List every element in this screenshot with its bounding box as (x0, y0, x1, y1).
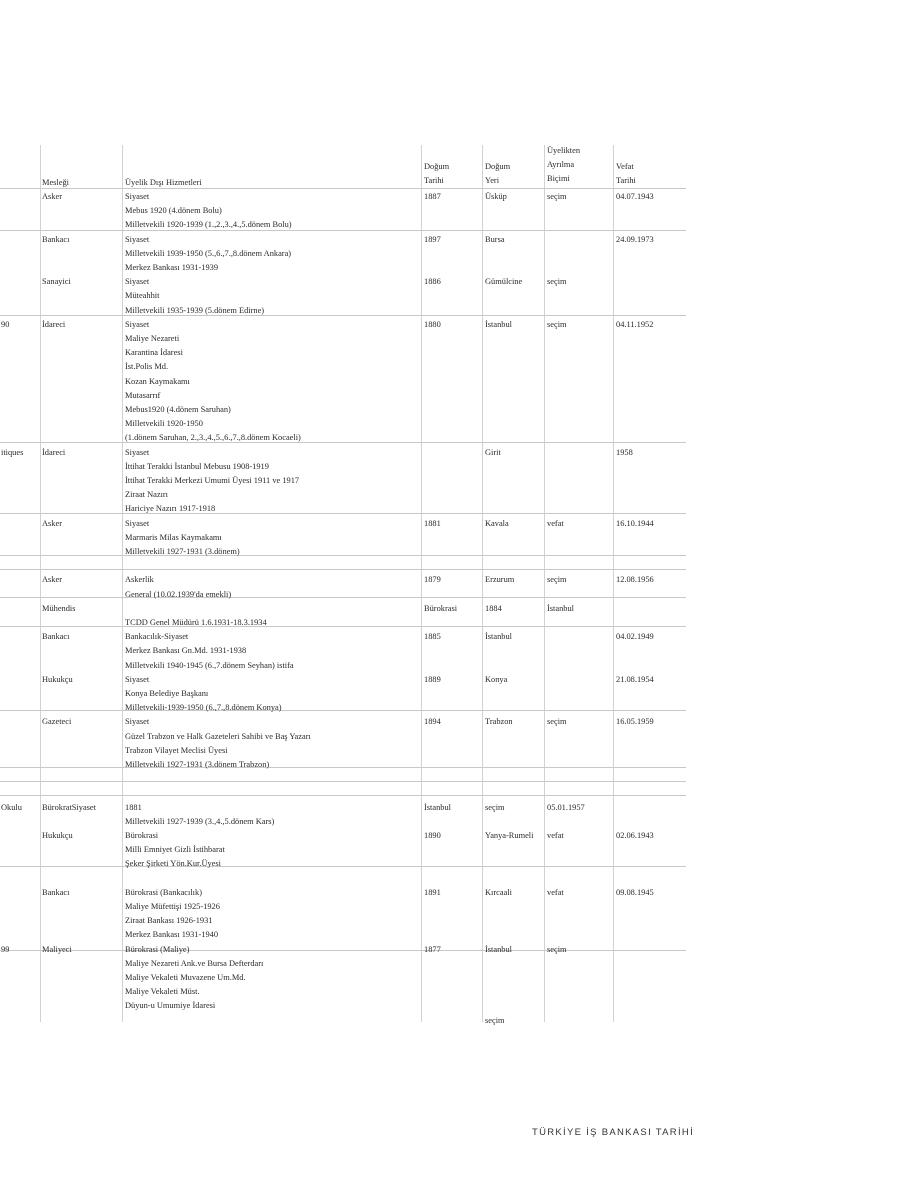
cell-line: vefat (547, 887, 564, 897)
cell-line: 02.06.1943 (616, 831, 654, 840)
header-hizmetler: Üyelik Dışı Hizmetleri (125, 178, 202, 187)
cell-line: Bankacı (42, 887, 70, 897)
cell-meslek (42, 630, 69, 644)
cell-line: İttihat Terakki İstanbul Mebusu 1908-1919 (125, 461, 269, 471)
cell-ayril (547, 190, 567, 204)
cell-line: vefat (547, 831, 564, 840)
cell-ayril (547, 517, 564, 531)
cell-dyeri (485, 943, 512, 1028)
cell-line: Mebus1920 (4.dönem Saruhan) (125, 405, 231, 415)
cell-dtarih (424, 517, 441, 531)
cell-vefat (616, 233, 654, 247)
cell-line: Hariciye Nazırı 1917-1918 (125, 504, 216, 514)
cell-hizmet (125, 602, 267, 630)
cell-line: 04.02.1949 (616, 632, 654, 642)
cell-dtarih (424, 801, 451, 815)
cell-line: TCDD Genel Müdürü 1.6.1931-18.3.1934 (125, 618, 267, 627)
cell-ayril (547, 318, 567, 332)
cell-line: Maliye Nezareti Ank.ve Bursa Defterdarı (125, 958, 264, 968)
cell-line: (1.dönem Saruhan, 2.,3.,4.,5.,6.,7.,8.dönem Kocaeli) (125, 433, 301, 443)
cell-edge (1, 801, 22, 815)
cell-line: vefat (547, 518, 564, 528)
cell-ayril (547, 886, 564, 900)
cell-line: Kırcaali (485, 887, 512, 897)
cell-line: seçim (547, 944, 567, 954)
cell-line: Üsküp (485, 192, 507, 201)
cell-vefat (616, 446, 633, 460)
cell-hizmet (125, 517, 240, 560)
row-divider (0, 569, 686, 570)
cell-line: Milletvekili 1920-1939 (1.,2.,3.,4.,5.dönem Bolu) (125, 220, 292, 230)
cell-line: Gümülcine (485, 277, 523, 287)
cell-line: 1881 (125, 802, 142, 812)
column-divider (122, 145, 123, 1022)
cell-line: Milletvekili 1935-1939 (5.dönem Edirne) (125, 305, 265, 315)
cell-dyeri (485, 829, 533, 843)
cell-line: 1884 (485, 603, 502, 613)
cell-edge (1, 943, 9, 957)
cell-line: 1887 (424, 192, 441, 201)
cell-line: Milletvekili-1939-1950 (6.,7.,8.dönem Konya) (125, 703, 282, 713)
cell-line: Erzurum (485, 575, 515, 585)
cell-line: 1885 (424, 632, 441, 642)
cell-line: Girit (485, 447, 501, 457)
cell-meslek (42, 573, 62, 587)
cell-line: Asker (42, 192, 63, 201)
cell-line: Milletvekili 1939-1950 (5.,6.,7.,8.dönem Ankara) (125, 248, 292, 258)
cell-line: 1890 (424, 831, 441, 840)
cell-line: Maliye Vekaleti Müst. (125, 987, 200, 997)
row-divider (0, 795, 686, 796)
cell-dtarih (424, 829, 441, 843)
cell-line: Maliyeci (42, 944, 72, 954)
cell-vefat (616, 886, 654, 900)
cell-line: seçim (485, 802, 505, 812)
cell-line: 12.08.1956 (616, 575, 654, 585)
cell-line: Bursa (485, 234, 505, 244)
cell-hizmet (125, 673, 282, 716)
cell-line: 16.10.1944 (616, 518, 654, 528)
cell-vefat (616, 630, 654, 644)
cell-line: Siyaset (125, 319, 150, 329)
cell-line: Siyaset (125, 518, 150, 528)
cell-line: İstanbul (485, 944, 512, 954)
cell-line: Gazeteci (42, 717, 72, 727)
column-divider (40, 145, 41, 1022)
cell-meslek (42, 190, 62, 204)
cell-line: Konya (485, 674, 508, 684)
cell-hizmet (125, 715, 311, 772)
cell-line: Bürokrasi (Maliye) (125, 944, 190, 954)
cell-vefat (616, 573, 654, 587)
cell-ayril (547, 801, 585, 815)
cell-line: Bankacı (42, 632, 70, 642)
cell-line: Düyun-u Umumiye İdaresi (125, 1001, 216, 1011)
footer-title: TÜRKİYE İŞ BANKASI TARİHİ (532, 1127, 695, 1138)
cell-dyeri (485, 886, 512, 900)
cell-line: Mebus 1920 (4.dönem Bolu) (125, 206, 222, 216)
cell-vefat (616, 517, 654, 531)
cell-ayril (547, 943, 567, 957)
cell-line (485, 957, 512, 971)
cell-meslek (42, 715, 71, 729)
cell-line: İstanbul (485, 319, 512, 329)
cell-dtarih (424, 715, 441, 729)
cell-line: Siyaset (125, 447, 150, 457)
cell-dtarih (424, 943, 441, 957)
cell-meslek (42, 233, 69, 247)
cell-dyeri (485, 602, 502, 616)
header-meslek: Mesleği (42, 178, 69, 187)
cell-dyeri (485, 801, 505, 815)
column-divider (613, 145, 614, 1022)
cell-ayril (547, 715, 567, 729)
cell-line: 16.05.1959 (616, 717, 654, 727)
cell-line: Bürokrasi (Bankacılık) (125, 887, 202, 897)
cell-line: 1881 (424, 518, 441, 528)
cell-line: 21.08.1954 (616, 674, 654, 684)
row-divider (0, 767, 686, 768)
cell-line: Güzel Trabzon ve Halk Gazeteleri Sahibi ve Baş Yazarı (125, 731, 311, 741)
column-divider (421, 145, 422, 1022)
cell-line: Milletvekili 1927-1931 (3.dönem Trabzon) (125, 760, 270, 769)
cell-hizmet (125, 446, 299, 517)
cell-hizmet (125, 233, 291, 276)
cell-hizmet (125, 943, 263, 1014)
cell-dtarih (424, 275, 441, 289)
cell-line: Şeker Şirketi Yön.Kur.Üyesi (125, 859, 221, 869)
cell-meslek (42, 801, 96, 815)
row-divider (0, 513, 686, 514)
row-divider (0, 866, 686, 867)
cell-line: Milletvekili 1920-1950 (125, 419, 203, 429)
cell-line: İdareci (42, 447, 66, 457)
cell-meslek (42, 673, 73, 687)
cell-dyeri (485, 517, 509, 531)
cell-line: İst.Polis Md. (125, 362, 169, 372)
cell-dyeri (485, 446, 501, 460)
cell-vefat (616, 673, 654, 687)
cell-hizmet (125, 886, 220, 943)
cell-dyeri (485, 573, 514, 587)
cell-line: Kavala (485, 518, 509, 528)
cell-edge (1, 318, 9, 332)
row-divider (0, 710, 686, 711)
cell-line: Ziraat Nazırı (125, 490, 169, 500)
cell-line (485, 999, 512, 1013)
cell-hizmet (125, 829, 225, 872)
row-divider (0, 230, 686, 231)
cell-line: Siyaset (125, 192, 150, 201)
row-divider (0, 950, 686, 951)
cell-line: Müteahhit (125, 291, 160, 301)
header-dogum-yeri: Doğum Yeri (485, 162, 511, 186)
cell-line: Siyaset (125, 234, 150, 244)
row-divider (0, 597, 686, 598)
cell-hizmet (125, 318, 301, 446)
cell-line: 90 (1, 319, 10, 329)
cell-line: itiques (1, 447, 24, 457)
cell-meslek (42, 943, 72, 957)
cell-edge (1, 446, 23, 460)
cell-ayril (547, 602, 574, 616)
cell-line: İdareci (42, 319, 66, 329)
cell-line: Asker (42, 575, 63, 585)
cell-line: seçim (547, 319, 567, 329)
cell-line: 1894 (424, 717, 441, 727)
cell-line: Hukukçu (42, 674, 73, 684)
cell-line (125, 602, 267, 616)
cell-line: Okulu (1, 802, 22, 812)
cell-line: 1897 (424, 234, 441, 244)
cell-line: Kozan Kaymakamı (125, 376, 190, 386)
cell-meslek (42, 886, 69, 900)
cell-line: seçim (547, 192, 567, 201)
cell-dtarih (424, 673, 441, 687)
cell-line: Karantina İdaresi (125, 348, 183, 358)
cell-line: Maliye Vekaleti Muvazene Um.Md. (125, 973, 246, 982)
cell-vefat (616, 829, 654, 843)
cell-line: seçim (485, 1015, 505, 1025)
cell-line (485, 985, 512, 999)
cell-dtarih (424, 630, 441, 644)
cell-line: İstanbul (485, 632, 512, 642)
cell-dyeri (485, 318, 512, 332)
row-divider (0, 188, 686, 189)
header-vefat-tarihi: Vefat Tarihi (616, 162, 636, 186)
cell-line (485, 971, 512, 985)
cell-line: Bankacı (42, 234, 70, 244)
cell-line: Trabzon Vilayet Meclisi Üyesi (125, 745, 228, 755)
cell-line: 1958 (616, 447, 633, 457)
cell-dtarih (424, 318, 441, 332)
header-ayrilma-bicimi: Üyelikten Ayrılma Biçimi (547, 146, 581, 184)
cell-line: Siyaset (125, 717, 150, 727)
row-divider (0, 626, 686, 627)
cell-line: Asker (42, 518, 63, 528)
cell-ayril (547, 573, 567, 587)
cell-line: Merkez Bankası Gn.Md. 1931-1938 (125, 646, 247, 656)
cell-line: 04.11.1952 (616, 319, 654, 329)
cell-line: Bürokrasi (125, 831, 159, 840)
cell-dyeri (485, 715, 513, 729)
cell-dyeri (485, 190, 507, 204)
cell-line: Merkez Bankası 1931-1940 (125, 930, 219, 940)
cell-line: 1879 (424, 575, 441, 585)
cell-line: 1886 (424, 277, 441, 287)
cell-dtarih (424, 602, 457, 616)
cell-hizmet (125, 275, 264, 318)
cell-ayril (547, 829, 564, 843)
cell-line: 09.08.1945 (616, 887, 654, 897)
cell-meslek (42, 446, 65, 460)
cell-line: Yanya-Rumeli (485, 831, 534, 840)
column-divider (482, 145, 483, 1022)
cell-line: Sanayici (42, 277, 71, 287)
cell-line: Konya Belediye Başkanı (125, 689, 209, 698)
cell-dyeri (485, 630, 512, 644)
cell-line: seçim (547, 575, 567, 585)
cell-line: seçim (547, 277, 567, 287)
cell-meslek (42, 517, 62, 531)
cell-line: Siyaset (125, 674, 150, 684)
cell-line: Milli Emniyet Gizli İstihbarat (125, 845, 225, 855)
row-divider (0, 442, 686, 443)
cell-line: Mutasarrıf (125, 390, 161, 400)
cell-line: İstanbul (424, 802, 451, 812)
cell-line: 24.09.1973 (616, 234, 654, 244)
cell-line: Trabzon (485, 717, 513, 727)
cell-line: Milletvekili 1927-1939 (3.,4.,5.dönem Kars) (125, 816, 275, 826)
cell-line: Marmaris Milas Kaymakamı (125, 532, 222, 542)
cell-line: 99 (1, 944, 10, 954)
cell-hizmet (125, 573, 231, 601)
cell-line: İstanbul (547, 603, 574, 613)
cell-line: 1891 (424, 887, 441, 897)
cell-line: seçim (547, 717, 567, 727)
cell-line: BürokratSiyaset (42, 802, 96, 812)
cell-dtarih (424, 233, 441, 247)
cell-vefat (616, 190, 654, 204)
cell-vefat (616, 715, 654, 729)
cell-dtarih (424, 886, 441, 900)
cell-dyeri (485, 673, 507, 687)
cell-line: 04.07.1943 (616, 192, 654, 201)
column-divider (544, 145, 545, 1022)
header-dogum-tarihi: Doğum Tarihi (424, 162, 450, 186)
cell-line: Hukukçu (42, 831, 73, 840)
cell-hizmet (125, 190, 292, 233)
row-divider (0, 315, 686, 316)
cell-line: Siyaset (125, 277, 150, 287)
cell-line: 1880 (424, 319, 441, 329)
cell-line: Bankacılık-Siyaset (125, 632, 189, 642)
cell-ayril (547, 275, 567, 289)
cell-hizmet (125, 630, 294, 673)
cell-line: Askerlik (125, 575, 154, 585)
cell-line: Maliye Müfettişi 1925-1926 (125, 902, 220, 911)
cell-line: Milletvekili 1927-1931 (3.dönem) (125, 547, 240, 556)
cell-line: Mühendis (42, 603, 76, 613)
cell-dtarih (424, 573, 441, 587)
cell-line: 1889 (424, 674, 441, 684)
cell-line: 1877 (424, 944, 441, 954)
cell-line: İttihat Terakki Merkezi Umumi Üyesi 1911 ve 1917 (125, 476, 300, 485)
cell-meslek (42, 602, 76, 616)
cell-meslek (42, 275, 71, 289)
row-divider (0, 555, 686, 556)
cell-meslek (42, 829, 73, 843)
cell-dyeri (485, 233, 505, 247)
cell-line: Milletvekili 1940-1945 (6.,7.dönem Seyhan) istifa (125, 660, 294, 670)
cell-hizmet (125, 801, 274, 829)
cell-line: Merkez Bankası 1931-1939 (125, 263, 219, 272)
row-divider (0, 781, 686, 782)
cell-vefat (616, 318, 653, 332)
cell-meslek (42, 318, 65, 332)
cell-dyeri (485, 275, 522, 289)
cell-dtarih (424, 190, 441, 204)
cell-line: Ziraat Bankası 1926-1931 (125, 916, 213, 926)
cell-line: Maliye Nezareti (125, 334, 180, 343)
cell-line: 05.01.1957 (547, 802, 585, 812)
cell-line: Bürokrasi (424, 603, 458, 613)
cell-line: General (10.02.1939'da emekli) (125, 589, 232, 599)
